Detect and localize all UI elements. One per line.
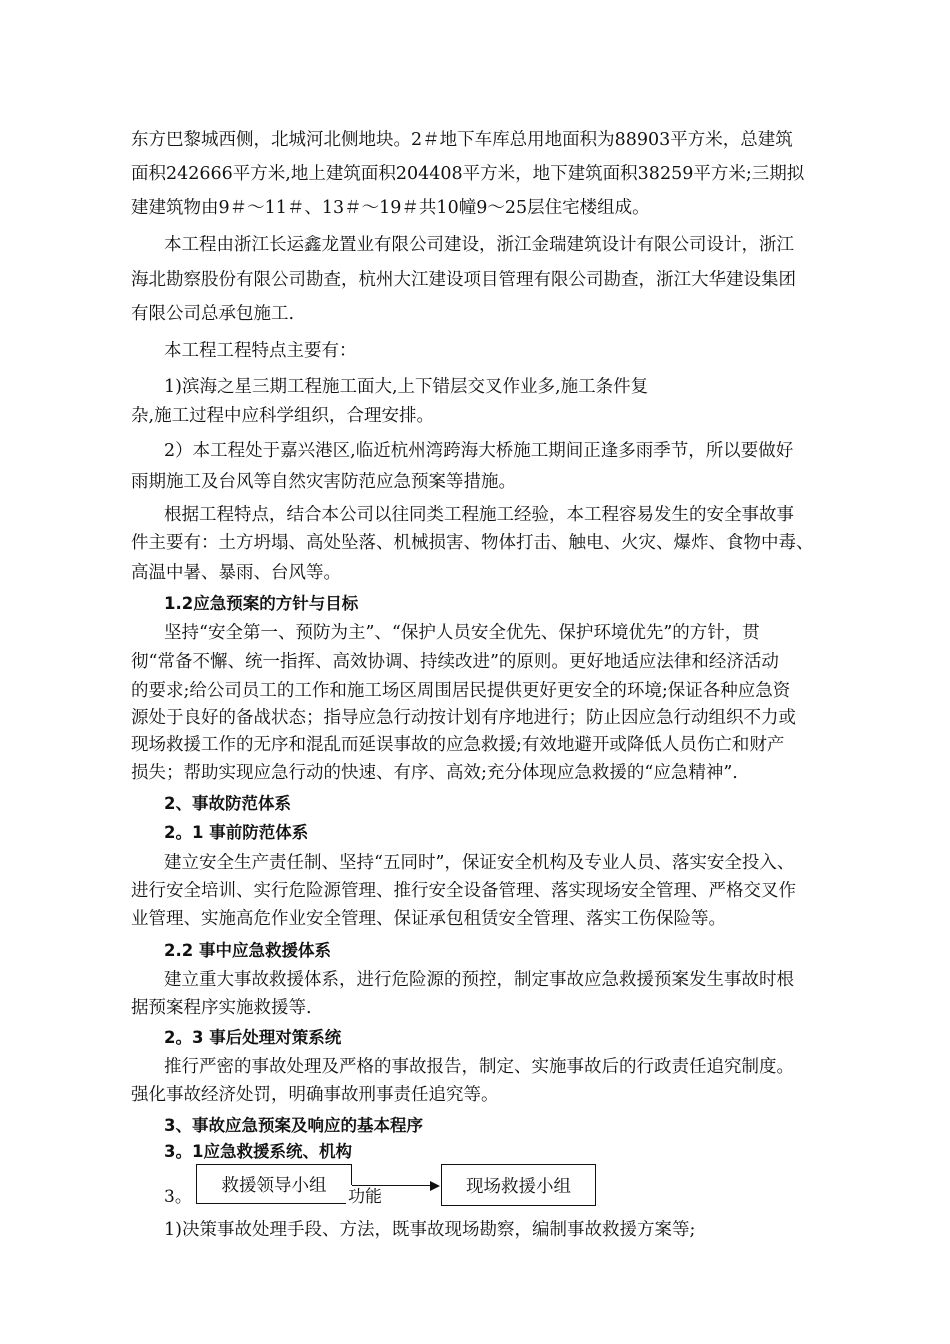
paragraph-line: 杂,施工过程中应科学组织，合理安排。 (131, 406, 435, 426)
paragraph-line: 1)滨海之星三期工程施工面大,上下错层交叉作业多,施工条件复 (164, 377, 649, 397)
section-heading: 2。3 事后处理对策系统 (164, 1028, 342, 1047)
section-heading: 3。1应急救援系统、机构 (164, 1142, 352, 1161)
diagram-prefix: 3。 (164, 1187, 192, 1207)
paragraph-line: 据预案程序实施救援等. (131, 998, 312, 1018)
rescue-leadership-box: 救援领导小组 (196, 1164, 352, 1204)
paragraph-line: 坚持“安全第一、预防为主”、“保护人员安全优先、保护环境优先”的方针，贯 (164, 623, 760, 643)
paragraph-line: 本工程工程特点主要有： (164, 341, 357, 361)
paragraph-line: 进行安全培训、实行危险源管理、推行安全设备管理、落实现场安全管理、严格交叉作 (131, 881, 796, 901)
paragraph-line: 彻“常备不懈、统一指挥、高效协调、持续改进”的原则。更好地适应法律和经济活动 (131, 652, 779, 672)
paragraph-line: 建建筑物由9＃～11＃、13＃～19＃共10幢9～25层住宅楼组成。 (131, 198, 650, 218)
paragraph-line: 有限公司总承包施工. (131, 304, 295, 324)
paragraph-line: 的要求;给公司员工的工作和施工场区周围居民提供更好更安全的环境;保证各种应急资 (131, 681, 791, 701)
arrow-line (352, 1185, 432, 1186)
section-heading: 1.2应急预案的方针与目标 (164, 594, 359, 613)
paragraph-line: 根据工程特点，结合本公司以往同类工程施工经验，本工程容易发生的安全事故事 (164, 505, 794, 525)
diagram-suffix: 功能 (348, 1187, 382, 1207)
paragraph-line: 件主要有：土方坍塌、高处坠落、机械损害、物体打击、触电、火灾、爆炸、食物中毒、 (131, 533, 814, 553)
last-paragraph-line: 1)决策事故处理手段、方法，既事故现场勘察，编制事故救援方案等; (164, 1220, 696, 1240)
site-rescue-box: 现场救援小组 (441, 1164, 596, 1206)
paragraph-line: 海北勘察股份有限公司勘查，杭州大江建设项目管理有限公司勘查，浙江大华建设集团 (131, 270, 796, 290)
paragraph-line: 建立重大事故救援体系，进行危险源的预控，制定事故应急救援预案发生事故时根 (164, 970, 794, 990)
paragraph-line: 建立安全生产责任制、坚持“五同时”，保证安全机构及专业人员、落实安全投入、 (164, 853, 795, 873)
paragraph-line: 业管理、实施高危作业安全管理、保证承包租赁安全管理、落实工伤保险等。 (131, 909, 726, 929)
paragraph-line: 雨期施工及台风等自然灾害防范应急预案等措施。 (131, 472, 516, 492)
arrow-head-icon (430, 1181, 440, 1191)
paragraph-line: 高温中暑、暴雨、台风等。 (131, 563, 341, 583)
paragraph-line: 推行严密的事故处理及严格的事故报告，制定、实施事故后的行政责任追究制度。 (164, 1057, 794, 1077)
section-heading: 2.2 事中应急救援体系 (164, 941, 331, 960)
paragraph-line: 2）本工程处于嘉兴港区,临近杭州湾跨海大桥施工期间正逢多雨季节，所以要做好 (164, 441, 794, 461)
paragraph-line: 东方巴黎城西侧，北城河北侧地块。2＃地下车库总用地面积为88903平方米，总建筑 (131, 130, 793, 150)
paragraph-line: 本工程由浙江长运鑫龙置业有限公司建设，浙江金瑞建筑设计有限公司设计，浙江 (164, 235, 794, 255)
paragraph-line: 强化事故经济处罚，明确事故刑事责任追究等。 (131, 1085, 499, 1105)
paragraph-line: 面积242666平方米,地上建筑面积204408平方米，地下建筑面积38259平方米;三期拟 (131, 164, 805, 184)
section-heading: 2、事故防范体系 (164, 794, 291, 813)
paragraph-line: 现场救援工作的无序和混乱而延误事故的应急救援;有效地避开或降低人员伤亡和财产 (131, 735, 785, 755)
section-heading: 3、事故应急预案及响应的基本程序 (164, 1116, 423, 1135)
paragraph-line: 源处于良好的备战状态；指导应急行动按计划有序地进行；防止因应急行动组织不力或 (131, 708, 796, 728)
section-heading: 2。1 事前防范体系 (164, 823, 309, 842)
paragraph-line: 损失；帮助实现应急行动的快速、有序、高效;充分体现应急救援的“应急精神”. (131, 763, 738, 783)
